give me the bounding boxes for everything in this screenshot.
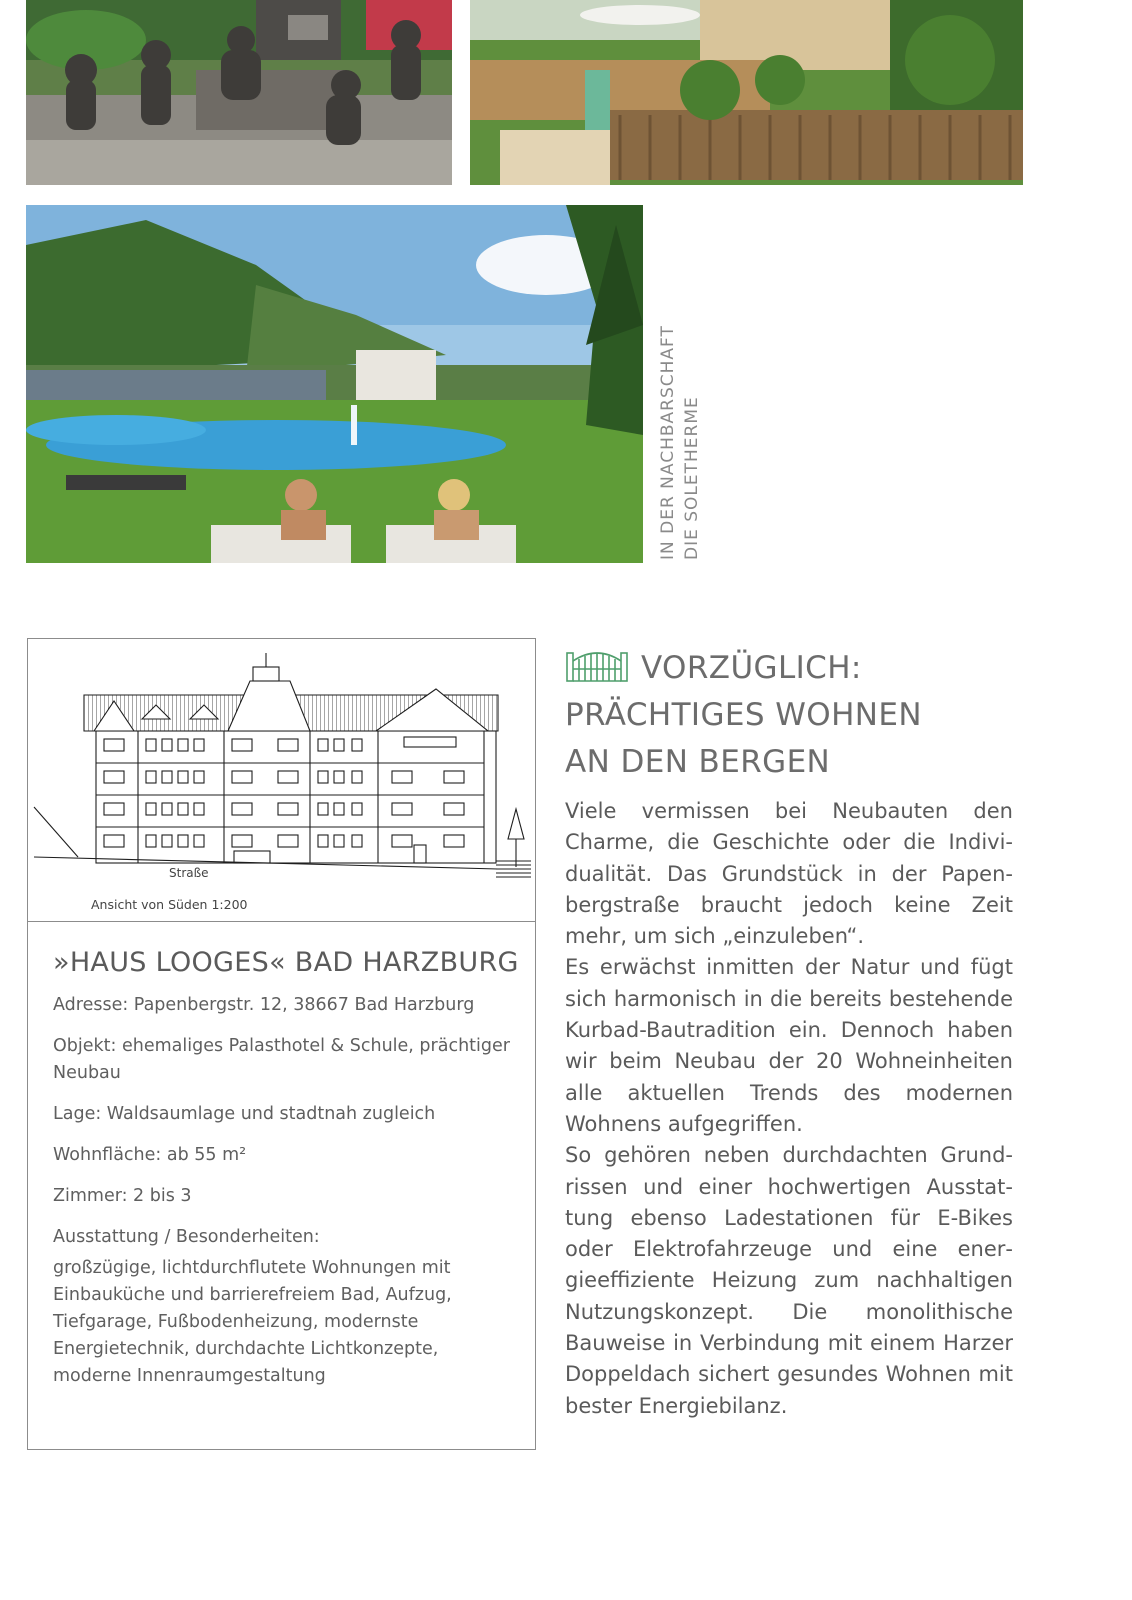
fountain-photo — [26, 0, 452, 185]
body-paragraph-2: Es erwächst inmitten der Natur und fügt sich harmonisch in die bereits bestehende Kurbad-Bautradition ein. Dennoch haben wir beim Neubau der 20 Wohneinheiten alle aktuellen Trends des modernen Wohnens aufgegriffen. — [565, 955, 1013, 1136]
body-paragraph-3: So gehören neben durchdachten Grundrissen und einer hochwertigen Ausstattung ebenso Ladestationen für E-Bikes oder Elektrofahrzeuge und eine energieeffiziente Heizung zum nachhaltigen Nutzungskonzept. Die monolithische Bauweise in Verbindung mit einem Harzer Doppeldach sichert gesundes Wohnen mit bester Energiebilanz. — [565, 1143, 1013, 1418]
headline-line-3: AN DEN BERGEN — [565, 744, 831, 780]
street-label: Straße — [169, 866, 209, 880]
fact-object: Objekt: ehemaliges Palasthotel & Schule, prächtiger Neubau — [53, 1036, 510, 1083]
gate-icon — [565, 647, 629, 683]
body-paragraph-1: Viele vermissen bei Neubauten den Charme, die Geschichte oder die Individualität. Das Grundstück in der Papenbergstraße braucht jedoch keine Zeit mehr, um sich „einzuleben“. — [565, 799, 1013, 949]
view-scale-label: Ansicht von Süden 1:200 — [91, 897, 248, 912]
headline-block — [565, 645, 1025, 786]
caption-line-1: IN DER NACHBARSCHAFT — [658, 325, 678, 560]
headline-line-2: PRÄCHTIGES WOHNEN — [565, 697, 922, 733]
garden-photo — [470, 0, 1023, 185]
caption-line-2: DIE SOLETHERME — [682, 396, 702, 560]
infobox-divider — [28, 921, 535, 922]
fact-area: Wohnfläche: ab 55 m² — [53, 1145, 247, 1165]
equipment-text: großzügige, lichtdurchflutete Wohnungen mit Einbauküche und barrierefreiem Bad, Aufzug, Tiefgarage, Fußbodenheizung, modernste Energietechnik, durchdachte Lichtkonzepte, moderne Innenraumgestaltung — [53, 1258, 452, 1386]
headline-line-1: VORZÜGLICH: — [641, 650, 862, 686]
fact-rooms: Zimmer: 2 bis 3 — [53, 1186, 192, 1206]
property-facts — [53, 947, 518, 1404]
fact-address: Adresse: Papenbergstr. 12, 38667 Bad Harzburg — [53, 995, 475, 1015]
fact-location: Lage: Waldsaumlage und stadtnah zugleich — [53, 1104, 436, 1124]
therme-photo — [26, 205, 643, 563]
headline — [565, 645, 1025, 786]
building-elevation-drawing — [28, 639, 534, 921]
body-text — [565, 796, 1013, 1422]
property-infobox — [27, 638, 536, 1450]
photo-caption — [656, 300, 706, 560]
property-title: »HAUS LOOGES« BAD HARZBURG — [53, 947, 519, 978]
equipment-title: Ausstattung / Besonderheiten: — [53, 1227, 320, 1247]
